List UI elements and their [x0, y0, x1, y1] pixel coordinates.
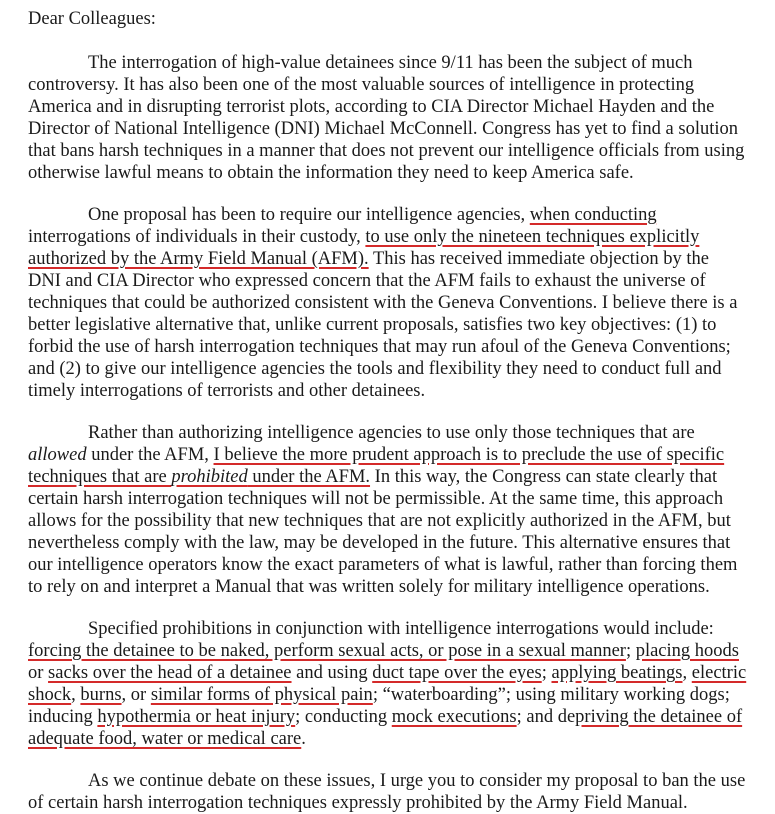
- text-span: inducing: [28, 707, 98, 727]
- highlighted-phrase: under the AFM.: [247, 467, 371, 487]
- text-span: ; and de: [516, 707, 576, 727]
- text-span: In this way, the Congress can state clearly that: [370, 467, 718, 487]
- p3-line-5: allows for the possibility that new techniques that are not explicitly authorized in the AFM, but: [28, 511, 731, 531]
- highlighted-phrase: similar forms of physical pain: [150, 685, 373, 705]
- p1-line-4: Director of National Intelligence (DNI) Michael McConnell. Congress has yet to find a solution: [28, 119, 739, 139]
- p5-line-1: As we continue debate on these issues, I urge you to consider my proposal to ban the use: [88, 771, 746, 791]
- highlighted-phrase: hypothermia or heat injury: [97, 707, 296, 727]
- p3-line-2: [28, 444, 724, 466]
- text-span: and using: [291, 663, 373, 683]
- p3-line-7: our intelligence operators know the exact parameters of what is lawful, rather than forcing them: [28, 555, 738, 575]
- p3-line-4: certain harsh interrogation techniques will not be permissible. At the same time, this approach: [28, 489, 724, 509]
- highlighted-phrase: applying beatings: [551, 663, 683, 683]
- text-span: This has received immediate objection by the: [368, 249, 709, 269]
- p2-line-5: techniques that could be authorized consistent with the Geneva Conventions. I believe there is a: [28, 293, 738, 313]
- p4-line-1: Specified prohibitions in conjunction with intelligence interrogations would include:: [88, 619, 714, 639]
- emphasis: prohibited: [171, 467, 248, 487]
- highlighted-phrase: to use only the nineteen techniques explicitly: [365, 227, 700, 247]
- text-span: ,: [682, 663, 692, 683]
- p1-line-5: that bans harsh techniques in a manner that does not prevent our intelligence officials from using: [28, 141, 745, 161]
- p4-line-6: [28, 728, 306, 750]
- text-span: ; conducting: [295, 707, 392, 727]
- p4-line-5: [28, 706, 742, 728]
- text-span: interrogations of individuals in their custody,: [28, 227, 366, 247]
- highlighted-phrase: authorized by the Army Field Manual (AFM).: [28, 249, 369, 269]
- text-span: or: [28, 663, 49, 683]
- p2-line-3: [28, 248, 709, 270]
- p4-line-3: [28, 662, 746, 684]
- highlighted-phrase: when conducting: [529, 205, 657, 225]
- p1-line-1: The interrogation of high-value detainees since 9/11 has been the subject of much: [88, 53, 693, 73]
- p3-line-1: Rather than authorizing intelligence agencies to use only those techniques that are: [88, 423, 695, 443]
- p1-line-3: America and in disrupting terrorist plots, according to CIA Director Michael Hayden and the: [28, 97, 715, 117]
- p3-line-3: [28, 466, 717, 488]
- p1-line-6: otherwise lawful means to obtain the information they need to keep America safe.: [28, 163, 634, 183]
- p2-line-2: [28, 226, 699, 248]
- p2-line-7: forbid the use of harsh interrogation techniques that may run afoul of the Geneva Conventions;: [28, 337, 731, 357]
- p4-line-4: [28, 684, 730, 706]
- p5-line-2: of certain harsh interrogation techniques expressly prohibited by the Army Field Manual.: [28, 793, 688, 813]
- p4-line-2: [28, 640, 739, 662]
- p3-line-6: nevertheless comply with the law, may be developed in the future. This alternative ensures that: [28, 533, 731, 553]
- text-span: .: [301, 729, 306, 749]
- p2-line-8: and (2) to give our intelligence agencies the tools and flexibility they need to conduct full and: [28, 359, 722, 379]
- highlighted-phrase: forcing the detainee to be naked, perform sexual acts, or pose in a sexual manner: [28, 641, 626, 661]
- highlighted-phrase: I believe the more prudent approach is to preclude the use of specific: [213, 445, 725, 465]
- text-span: , or: [121, 685, 151, 705]
- text-span: ;: [541, 663, 552, 683]
- p2-line-1: [88, 204, 657, 226]
- text-span: ,: [71, 685, 81, 705]
- text-span: ;: [625, 641, 636, 661]
- highlighted-phrase: sacks over the head of a detainee: [48, 663, 292, 683]
- text-span: One proposal has been to require our intelligence agencies,: [88, 205, 530, 225]
- highlighted-phrase: shock: [28, 685, 72, 705]
- text-span: under the AFM,: [86, 445, 214, 465]
- text-span: ; “waterboarding”; using military working dogs;: [372, 685, 730, 705]
- highlighted-phrase: mock executions: [391, 707, 517, 727]
- p2-line-6: better legislative alternative that, unlike current proposals, satisfies two key objectives: (1) to: [28, 315, 717, 335]
- highlighted-phrase: placing hoods: [635, 641, 739, 661]
- p2-line-9: timely interrogations of terrorists and other detainees.: [28, 381, 426, 401]
- p1-line-2: controversy. It has also been one of the most valuable sources of intelligence in protecting: [28, 75, 695, 95]
- highlighted-phrase: duct tape over the eyes: [372, 663, 542, 683]
- highlighted-phrase: adequate food, water or medical care: [28, 729, 302, 749]
- highlighted-phrase: electric: [691, 663, 747, 683]
- greeting: Dear Colleagues:: [28, 9, 156, 29]
- highlighted-phrase: priving the detainee of: [575, 707, 743, 727]
- p2-line-4: DNI and CIA Director who expressed concern that the AFM fails to exhaust the universe of: [28, 271, 706, 291]
- p3-line-8: to rely on and interpret a Manual that was written solely for military intelligence operations.: [28, 577, 710, 597]
- highlighted-phrase: burns: [80, 685, 122, 705]
- emphasis: allowed: [28, 445, 87, 465]
- highlighted-phrase: techniques that are: [28, 467, 172, 487]
